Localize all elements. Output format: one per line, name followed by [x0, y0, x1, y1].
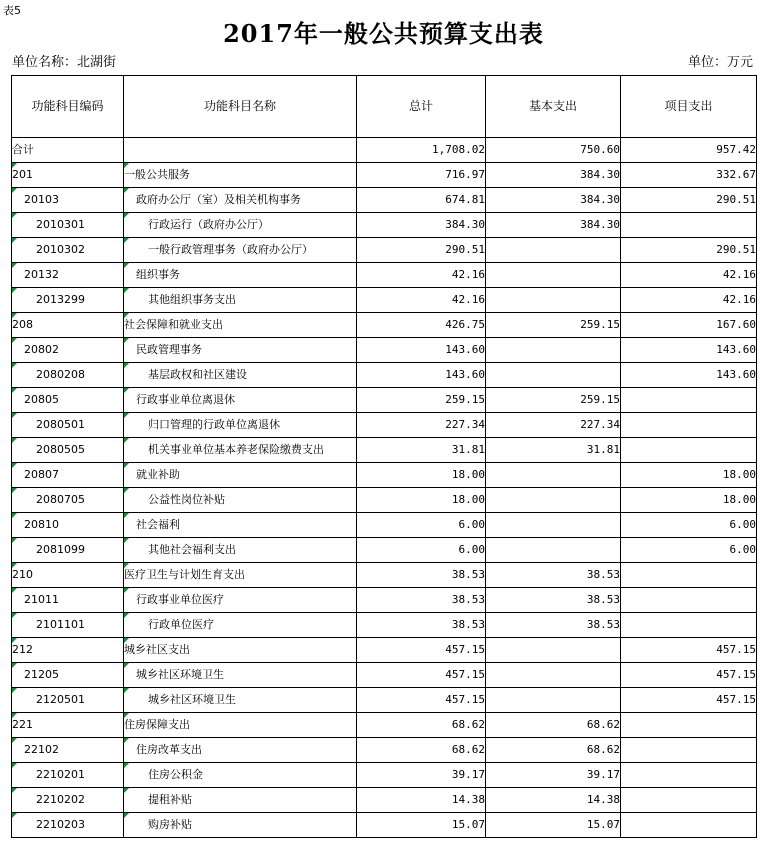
cell-basic: 384.30 — [486, 213, 621, 238]
cell-name: 城乡社区支出 — [124, 638, 357, 663]
cell-name: 行政事业单位医疗 — [124, 588, 357, 613]
cell-code: 2210201 — [12, 763, 124, 788]
unit-name: 单位名称：北湖街 — [12, 55, 117, 70]
cell-name: 医疗卫生与计划生育支出 — [124, 563, 357, 588]
cell-basic: 39.17 — [486, 763, 621, 788]
cell-total: 457.15 — [357, 638, 486, 663]
cell-code: 201 — [12, 163, 124, 188]
cell-project — [621, 388, 757, 413]
header-name: 功能科目名称 — [124, 76, 357, 138]
table-row — [12, 338, 757, 363]
table-row — [12, 763, 757, 788]
cell-code: 210 — [12, 563, 124, 588]
header-code: 功能科目编码 — [12, 76, 124, 138]
cell-total: 674.81 — [357, 188, 486, 213]
cell-basic: 38.53 — [486, 613, 621, 638]
cell-project: 332.67 — [621, 163, 757, 188]
cell-total: 6.00 — [357, 538, 486, 563]
cell-total: 39.17 — [357, 763, 486, 788]
cell-code: 2013299 — [12, 288, 124, 313]
cell-total: 68.62 — [357, 713, 486, 738]
table-row — [12, 613, 757, 638]
cell-total: 38.53 — [357, 588, 486, 613]
total-project: 957.42 — [621, 138, 757, 163]
cell-project: 167.60 — [621, 313, 757, 338]
cell-name: 归口管理的行政单位离退休 — [124, 413, 357, 438]
cell-basic — [486, 263, 621, 288]
cell-project: 290.51 — [621, 238, 757, 263]
cell-total: 457.15 — [357, 688, 486, 713]
cell-code: 2081099 — [12, 538, 124, 563]
cell-basic: 38.53 — [486, 588, 621, 613]
table-row — [12, 488, 757, 513]
cell-project — [621, 763, 757, 788]
header-total: 总计 — [357, 76, 486, 138]
cell-total: 42.16 — [357, 263, 486, 288]
cell-total: 31.81 — [357, 438, 486, 463]
currency-unit: 单位：万元 — [687, 55, 753, 70]
cell-total: 716.97 — [357, 163, 486, 188]
cell-basic — [486, 288, 621, 313]
cell-code: 212 — [12, 638, 124, 663]
cell-name: 民政管理事务 — [124, 338, 357, 363]
cell-basic — [486, 688, 621, 713]
cell-total: 18.00 — [357, 463, 486, 488]
page-title: 2017年一般公共预算支出表 — [223, 19, 544, 48]
cell-basic — [486, 488, 621, 513]
table-row — [12, 513, 757, 538]
table-header-row — [12, 76, 757, 138]
cell-name: 机关事业单位基本养老保险缴费支出 — [124, 438, 357, 463]
cell-project — [621, 738, 757, 763]
cell-total: 18.00 — [357, 488, 486, 513]
cell-code: 2080208 — [12, 363, 124, 388]
cell-project — [621, 213, 757, 238]
total-total: 1,708.02 — [357, 138, 486, 163]
cell-code: 2010301 — [12, 213, 124, 238]
cell-basic: 259.15 — [486, 388, 621, 413]
table-row — [12, 238, 757, 263]
cell-code: 20805 — [12, 388, 124, 413]
table-row — [12, 288, 757, 313]
cell-total: 227.34 — [357, 413, 486, 438]
cell-code: 2080505 — [12, 438, 124, 463]
cell-name: 行政单位医疗 — [124, 613, 357, 638]
cell-project: 457.15 — [621, 638, 757, 663]
cell-project — [621, 813, 757, 838]
table-row — [12, 713, 757, 738]
cell-project: 143.60 — [621, 363, 757, 388]
cell-code: 208 — [12, 313, 124, 338]
cell-code: 21011 — [12, 588, 124, 613]
cell-total: 143.60 — [357, 363, 486, 388]
cell-code: 2120501 — [12, 688, 124, 713]
table-row — [12, 363, 757, 388]
cell-name: 一般行政管理事务（政府办公厅） — [124, 238, 357, 263]
cell-basic — [486, 238, 621, 263]
cell-name: 其他组织事务支出 — [124, 288, 357, 313]
total-row — [12, 138, 757, 163]
cell-code: 2210202 — [12, 788, 124, 813]
cell-basic: 384.30 — [486, 188, 621, 213]
header-basic: 基本支出 — [486, 76, 621, 138]
cell-project: 18.00 — [621, 488, 757, 513]
cell-total: 290.51 — [357, 238, 486, 263]
cell-name: 提租补贴 — [124, 788, 357, 813]
cell-total: 259.15 — [357, 388, 486, 413]
cell-total: 15.07 — [357, 813, 486, 838]
cell-project — [621, 613, 757, 638]
cell-name: 行政事业单位离退休 — [124, 388, 357, 413]
total-basic: 750.60 — [486, 138, 621, 163]
cell-code: 20103 — [12, 188, 124, 213]
cell-basic: 68.62 — [486, 713, 621, 738]
cell-basic — [486, 363, 621, 388]
table-row — [12, 538, 757, 563]
cell-project: 42.16 — [621, 263, 757, 288]
cell-code: 20810 — [12, 513, 124, 538]
table-row — [12, 163, 757, 188]
cell-project — [621, 588, 757, 613]
table-row — [12, 663, 757, 688]
table-number: 表5 — [3, 4, 21, 17]
cell-code: 2101101 — [12, 613, 124, 638]
cell-project — [621, 413, 757, 438]
table-row — [12, 188, 757, 213]
total-name — [124, 138, 357, 163]
cell-name: 住房改革支出 — [124, 738, 357, 763]
cell-total: 42.16 — [357, 288, 486, 313]
cell-project: 18.00 — [621, 463, 757, 488]
cell-project: 143.60 — [621, 338, 757, 363]
total-code: 合计 — [12, 138, 124, 163]
cell-project — [621, 788, 757, 813]
table-row — [12, 588, 757, 613]
cell-code: 20802 — [12, 338, 124, 363]
table-row — [12, 438, 757, 463]
cell-code: 20807 — [12, 463, 124, 488]
cell-basic: 259.15 — [486, 313, 621, 338]
cell-name: 社会福利 — [124, 513, 357, 538]
cell-basic: 31.81 — [486, 438, 621, 463]
cell-basic — [486, 463, 621, 488]
cell-name: 城乡社区环境卫生 — [124, 663, 357, 688]
cell-basic: 384.30 — [486, 163, 621, 188]
header-project: 项目支出 — [621, 76, 757, 138]
cell-project: 6.00 — [621, 513, 757, 538]
cell-total: 38.53 — [357, 563, 486, 588]
cell-name: 城乡社区环境卫生 — [124, 688, 357, 713]
table-row — [12, 638, 757, 663]
table-row — [12, 738, 757, 763]
cell-total: 38.53 — [357, 613, 486, 638]
cell-total: 143.60 — [357, 338, 486, 363]
cell-basic: 14.38 — [486, 788, 621, 813]
table-row — [12, 263, 757, 288]
cell-name: 其他社会福利支出 — [124, 538, 357, 563]
table-row — [12, 413, 757, 438]
cell-project: 290.51 — [621, 188, 757, 213]
cell-name: 组织事务 — [124, 263, 357, 288]
cell-name: 购房补贴 — [124, 813, 357, 838]
cell-project: 42.16 — [621, 288, 757, 313]
table-row — [12, 213, 757, 238]
cell-basic — [486, 663, 621, 688]
cell-code: 221 — [12, 713, 124, 738]
cell-project: 457.15 — [621, 663, 757, 688]
cell-name: 社会保障和就业支出 — [124, 313, 357, 338]
cell-name: 住房保障支出 — [124, 713, 357, 738]
table-row — [12, 688, 757, 713]
cell-code: 2080501 — [12, 413, 124, 438]
cell-code: 20132 — [12, 263, 124, 288]
table-row — [12, 813, 757, 838]
cell-basic — [486, 513, 621, 538]
cell-project — [621, 563, 757, 588]
cell-total: 6.00 — [357, 513, 486, 538]
cell-name: 公益性岗位补贴 — [124, 488, 357, 513]
cell-project — [621, 438, 757, 463]
cell-project: 457.15 — [621, 688, 757, 713]
table-row — [12, 788, 757, 813]
cell-basic: 15.07 — [486, 813, 621, 838]
cell-basic — [486, 538, 621, 563]
table-row — [12, 463, 757, 488]
cell-name: 政府办公厅（室）及相关机构事务 — [124, 188, 357, 213]
cell-total: 426.75 — [357, 313, 486, 338]
cell-name: 基层政权和社区建设 — [124, 363, 357, 388]
table-row — [12, 313, 757, 338]
cell-total: 384.30 — [357, 213, 486, 238]
cell-project — [621, 713, 757, 738]
cell-basic: 227.34 — [486, 413, 621, 438]
cell-total: 14.38 — [357, 788, 486, 813]
cell-code: 2010302 — [12, 238, 124, 263]
cell-name: 住房公积金 — [124, 763, 357, 788]
cell-basic — [486, 638, 621, 663]
cell-total: 457.15 — [357, 663, 486, 688]
cell-code: 21205 — [12, 663, 124, 688]
cell-basic: 68.62 — [486, 738, 621, 763]
table-row — [12, 388, 757, 413]
cell-basic: 38.53 — [486, 563, 621, 588]
cell-project: 6.00 — [621, 538, 757, 563]
cell-code: 2080705 — [12, 488, 124, 513]
cell-name: 行政运行（政府办公厅） — [124, 213, 357, 238]
budget-table — [11, 75, 757, 838]
cell-name: 一般公共服务 — [124, 163, 357, 188]
table-row — [12, 563, 757, 588]
cell-total: 68.62 — [357, 738, 486, 763]
cell-code: 22102 — [12, 738, 124, 763]
cell-code: 2210203 — [12, 813, 124, 838]
cell-basic — [486, 338, 621, 363]
cell-name: 就业补助 — [124, 463, 357, 488]
